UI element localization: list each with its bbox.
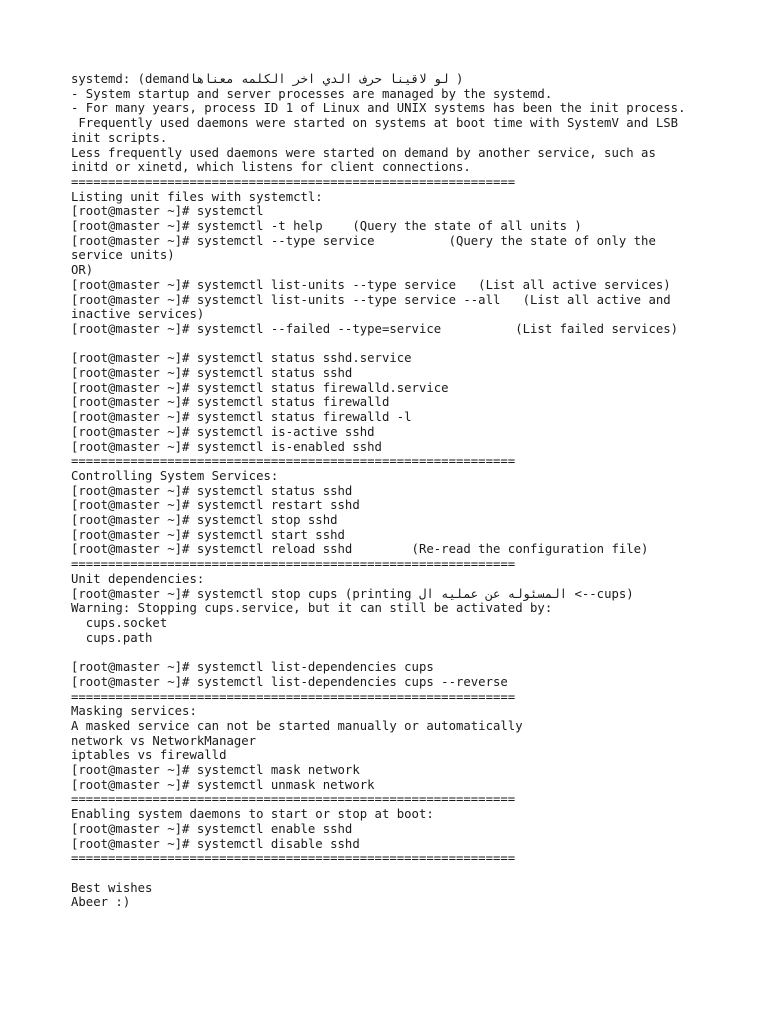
blank-line (71, 337, 731, 352)
document-text (71, 72, 731, 910)
text-line: OR) (71, 263, 94, 278)
text-line: Frequently used daemons were started on systems at boot time with SystemV and LSB (71, 116, 679, 131)
command-line: [root@master ~]# systemctl list-units --type service --all (List all active and (71, 292, 671, 307)
command-line: [root@master ~]# systemctl --failed --type=service (List failed services) (71, 321, 679, 336)
text-line: initd or xinetd, which listens for client connections. (71, 160, 471, 175)
command-line: [root@master ~]# systemctl status sshd.service (71, 351, 412, 366)
command-line: [root@master ~]# systemctl status sshd (71, 366, 353, 381)
command-line: [root@master ~]# systemctl restart sshd (71, 498, 360, 513)
text-line: inactive services) (71, 307, 205, 322)
command-line: [root@master ~]# systemctl stop sshd (71, 513, 338, 528)
text-line: network vs NetworkManager (71, 733, 257, 748)
command-line: [root@master ~]# systemctl status sshd (71, 483, 353, 498)
command-line: [root@master ~]# systemctl enable sshd (71, 821, 353, 836)
section-divider: ============================================================ (71, 851, 516, 866)
section-divider: ============================================================ (71, 557, 516, 572)
command-line: [root@master ~]# systemctl -t help (Query the state of all units ) (71, 219, 582, 234)
text-line: service units) (71, 248, 175, 263)
section-divider: ============================================================ (71, 792, 516, 807)
section-divider: ============================================================ (71, 454, 516, 469)
text-line: - System startup and server processes are managed by the systemd. (71, 86, 553, 101)
section-heading: Enabling system daemons to start or stop at boot: (71, 807, 434, 822)
command-line: [root@master ~]# systemctl list-dependencies cups (71, 660, 434, 675)
command-line: [root@master ~]# systemctl stop cups (printing المسئوله عن عمليه ال <--cups) (71, 586, 634, 601)
command-line: [root@master ~]# systemctl --type service (Query the state of only the (71, 233, 656, 248)
command-line: [root@master ~]# systemctl status firewalld.service (71, 380, 449, 395)
command-line: [root@master ~]# systemctl unmask network (71, 777, 375, 792)
section-heading: Controlling System Services: (71, 468, 279, 483)
section-divider: ============================================================ (71, 689, 516, 704)
command-line: [root@master ~]# systemctl is-enabled sshd (71, 439, 382, 454)
section-heading: Listing unit files with systemctl: (71, 189, 323, 204)
section-divider: ============================================================ (71, 174, 516, 189)
command-line: [root@master ~]# systemctl status firewalld (71, 395, 390, 410)
text-line: Abeer :) (71, 895, 131, 910)
text-line: Best wishes (71, 880, 153, 895)
command-line: [root@master ~]# systemctl is-active sshd (71, 424, 375, 439)
text-line: Less frequently used daemons were started on demand by another service, such as (71, 145, 656, 160)
text-line: cups.path (71, 630, 153, 645)
command-line: [root@master ~]# systemctl (71, 204, 264, 219)
text-line: systemd: (demandلو لاقينا حرف الدي اخر الكلمه معناها ) (71, 72, 464, 86)
text-line: - For many years, process ID 1 of Linux and UNIX systems has been the init process. (71, 101, 686, 116)
section-heading: Masking services: (71, 704, 197, 719)
command-line: [root@master ~]# systemctl start sshd (71, 527, 345, 542)
command-line: [root@master ~]# systemctl reload sshd (Re-read the configuration file) (71, 542, 649, 557)
section-heading: Unit dependencies: (71, 571, 205, 586)
blank-line (71, 645, 731, 660)
command-line: [root@master ~]# systemctl list-units --type service (List all active services) (71, 277, 671, 292)
text-line: cups.socket (71, 616, 168, 630)
text-line: iptables vs firewalld (71, 748, 227, 763)
blank-line (71, 866, 731, 881)
text-line: A masked service can not be started manually or automatically (71, 718, 523, 733)
command-line: [root@master ~]# systemctl list-dependencies cups --reverse (71, 674, 508, 689)
section-heading: Warning: Stopping cups.service, but it can still be activated by: (71, 601, 553, 616)
command-line: [root@master ~]# systemctl disable sshd (71, 836, 360, 851)
command-line: [root@master ~]# systemctl mask network (71, 763, 360, 778)
text-line: init scripts. (71, 130, 168, 145)
command-line: [root@master ~]# systemctl status firewalld -l (71, 410, 412, 425)
